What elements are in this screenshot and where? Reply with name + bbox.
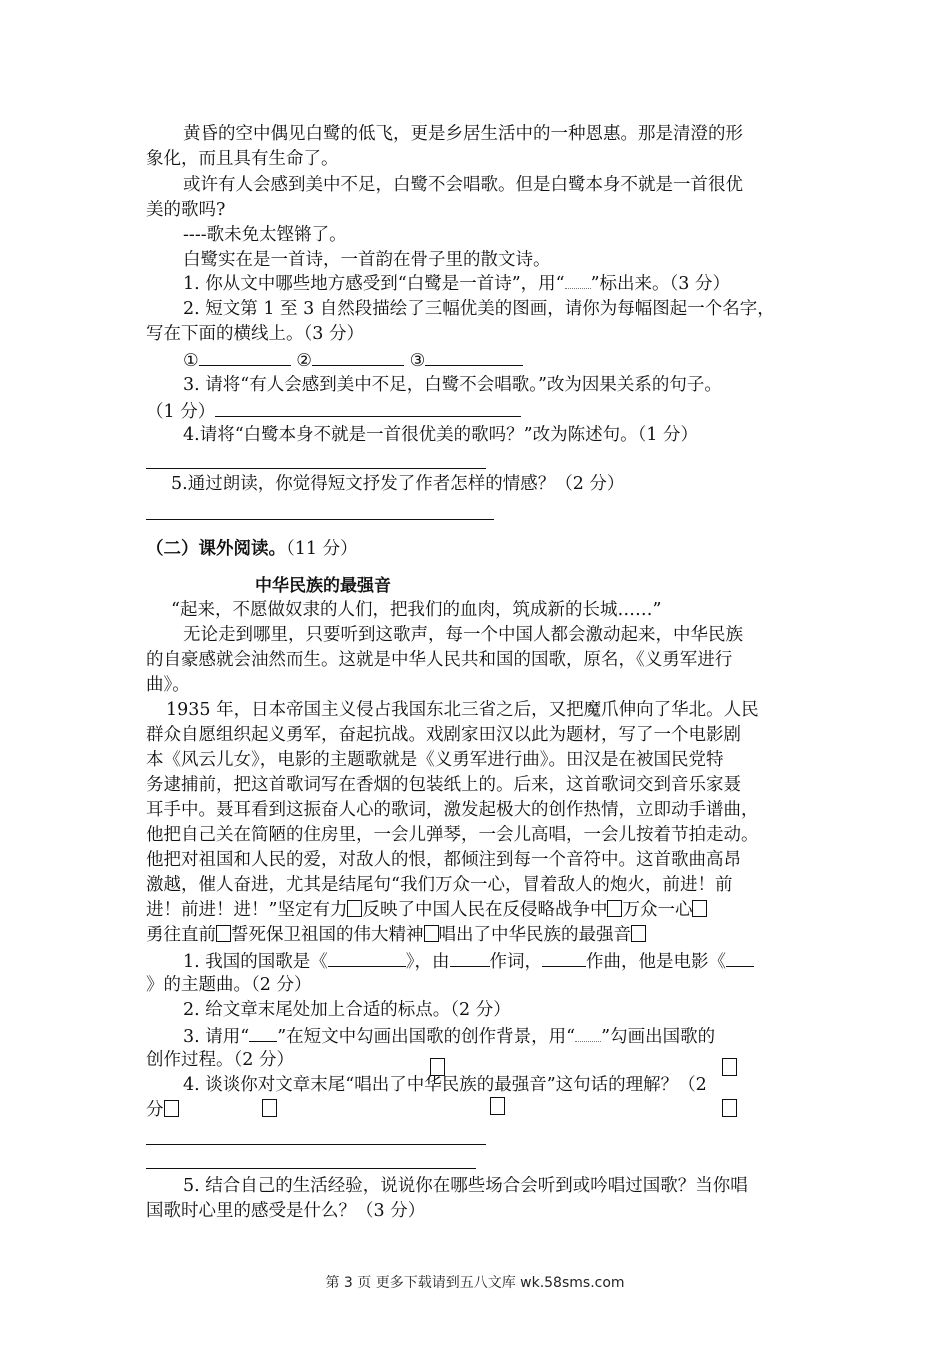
- passage2-p3-line3: 本《风云儿女》，电影的主题歌就是《义勇军进行曲》。田汉是在被国民党特: [146, 750, 724, 770]
- punctuation-box[interactable]: [424, 925, 439, 942]
- question1-1: [183, 272, 730, 296]
- answer-blank-3[interactable]: [425, 347, 523, 366]
- question2-4-line2: [146, 1098, 179, 1122]
- passage2-p3-line8: 激越，催人奋进，尤其是结尾句“我们万众一心，冒着敌人的炮火，前进！前: [146, 875, 733, 895]
- passage2-p3-line2: 群众自愿组织起义勇军，奋起抗战。戏剧家田汉以此为题材，写了一个电影剧: [146, 725, 741, 745]
- question2-1-text-d: 作曲，他是电影《: [586, 952, 727, 972]
- passage1-p3: ----歌未免太铿锵了。: [183, 225, 347, 245]
- punctuation-box[interactable]: [607, 900, 622, 917]
- question2-1-line2: 》的主题曲。（2 分）: [146, 975, 312, 995]
- stray-box: [722, 1058, 737, 1076]
- question2-3-text-c: ”勾画出国歌的: [601, 1027, 716, 1047]
- question1-3-line1: 3. 请将“有人会感到美中不足，白鹭不会唱歌。”改为因果关系的句子。: [183, 375, 722, 395]
- stray-box: [490, 1097, 505, 1115]
- question1-3-score: （1 分）: [146, 402, 216, 422]
- passage2-p3-line5: 耳手中。聂耳看到这振奋人心的歌词，激发起极大的创作热情，立即动手谱曲，: [146, 800, 759, 820]
- question1-4: 4.请将“白鹭本身不就是一首很优美的歌吗？”改为陈述句。（1 分）: [183, 425, 699, 445]
- stray-box: [722, 1099, 737, 1117]
- answer-line-q2-4-a[interactable]: [146, 1144, 486, 1145]
- stray-box: [164, 1100, 179, 1117]
- answer-line-q2-4-b[interactable]: [146, 1168, 476, 1169]
- answer-blank-2[interactable]: [312, 347, 404, 366]
- question2-1-text-a: 1. 我国的国歌是《: [183, 952, 328, 972]
- question2-5-line1: 5. 结合自己的生活经验，说说你在哪些场合会听到或吟唱过国歌？当你唱: [183, 1176, 748, 1196]
- answer-line-q1-4[interactable]: [146, 468, 486, 469]
- wavy-underline-mark: [565, 274, 591, 289]
- passage1-p2-line1: 或许有人会感到美中不足，白鹭不会唱歌。但是白鹭本身不就是一首很优: [183, 175, 743, 195]
- question2-3-line1: [183, 1023, 715, 1049]
- line9-text-c: 万众一心: [622, 900, 693, 920]
- stray-box: [262, 1099, 277, 1117]
- blank-label-3: ③: [409, 351, 426, 371]
- passage2-p3-line9: [146, 898, 707, 922]
- question2-5-line2: 国歌时心里的感受是什么？（3 分）: [146, 1201, 426, 1221]
- punctuation-box[interactable]: [692, 900, 707, 917]
- passage2-p2-line2: 的自豪感就会油然而生。这就是中华人民共和国的国歌，原名，《义勇军进行: [146, 650, 733, 670]
- blank-label-2: ②: [296, 351, 312, 371]
- question2-1-text-c: 作词，: [489, 952, 543, 972]
- blank-composer[interactable]: [542, 948, 586, 967]
- question2-1-line1: [183, 948, 754, 974]
- passage2-p3-line7: 他把对祖国和人民的爱，对敌人的恨，都倾注到每一个音符中。这首歌曲高昂: [146, 850, 741, 870]
- question2-3-text-b: ”在短文中勾画出国歌的创作背景，用“: [277, 1027, 576, 1047]
- blank-label-1: ①: [183, 351, 199, 371]
- passage2-p3-line4: 务逮捕前，把这首歌词写在香烟的包装纸上的。后来，这首歌词交到音乐家聂: [146, 775, 741, 795]
- question1-2-blanks: [183, 347, 523, 373]
- question2-3-text-a: 3. 请用“: [183, 1027, 250, 1047]
- question2-2: 2. 给文章末尾处加上合适的标点。（2 分）: [183, 1000, 511, 1020]
- question2-1-text-b: 》，由: [405, 952, 450, 972]
- punctuation-box[interactable]: [631, 925, 646, 942]
- passage2-p2-line3: 曲》。: [146, 675, 190, 695]
- passage2-p3-line1: 1935 年，日本帝国主义侵占我国东北三省之后，又把魔爪伸向了华北。人民: [166, 700, 759, 720]
- passage2-p3-line6: 他把自己关在简陋的住房里，一会儿弹琴，一会儿高唱，一会儿按着节拍走动。: [146, 825, 759, 845]
- question1-2-line2: 写在下面的横线上。（3 分）: [146, 324, 364, 344]
- answer-blank-q1-3[interactable]: [215, 398, 521, 417]
- question1-1-text-a: 1. 你从文中哪些地方感受到“白鹭是一首诗”，用“: [183, 274, 565, 294]
- question1-3-line2: [146, 398, 521, 424]
- passage1-p1-line2: 象化，而且具有生命了。: [146, 149, 339, 169]
- section2-heading-score: （11 分）: [286, 539, 358, 559]
- blank-film-name[interactable]: [726, 948, 754, 967]
- line10-text-b: 誓死保卫祖国的伟大精神: [231, 925, 424, 945]
- line10-text-a: 勇往直前: [146, 925, 216, 945]
- straight-underline-mark: [249, 1023, 277, 1042]
- line9-text-a: 进！前进！进！”坚定有力: [146, 900, 348, 920]
- answer-blank-1[interactable]: [199, 347, 291, 366]
- line9-text-b: 反映了中国人民在反侵略战争中: [362, 900, 608, 920]
- passage2-quote: “起来，不愿做奴隶的人们，把我们的血肉，筑成新的长城……”: [171, 600, 662, 620]
- blank-lyricist[interactable]: [450, 948, 490, 967]
- punctuation-box[interactable]: [216, 925, 231, 942]
- question2-4-line1: 4. 谈谈你对文章末尾“唱出了中华民族的最强音”这句话的理解？（2: [183, 1075, 707, 1095]
- answer-line-q1-5[interactable]: [146, 519, 494, 520]
- passage1-p1-line1: 黄昏的空中偶见白鹭的低飞，更是乡居生活中的一种恩惠。那是清澄的形: [183, 124, 743, 144]
- section2-heading: [146, 537, 358, 561]
- blank-anthem-name[interactable]: [328, 948, 406, 967]
- wavy-underline-mark: [575, 1027, 601, 1042]
- question2-3-line2: 创作过程。（2 分）: [146, 1050, 294, 1070]
- question1-1-text-b: ”标出来。（3 分）: [590, 274, 731, 294]
- passage2-p2-line1: 无论走到哪里，只要听到这歌声，每一个中国人都会激动起来，中华民族: [183, 625, 743, 645]
- section2-heading-text: （二）课外阅读。: [146, 539, 286, 559]
- question2-4-text-b: 分: [146, 1100, 164, 1120]
- question1-5: 5.通过朗读，你觉得短文抒发了作者怎样的情感？（2 分）: [171, 474, 625, 494]
- page-footer: 第 3 页 更多下载请到五八文库 wk.58sms.com: [325, 1275, 625, 1291]
- passage1-p2-line2: 美的歌吗?: [146, 200, 226, 220]
- passage2-p3-line10: [146, 923, 646, 947]
- question1-2-line1: 2. 短文第 1 至 3 自然段描绘了三幅优美的图画，请你为每幅图起一个名字，: [183, 299, 775, 319]
- article-title: 中华民族的最强音: [255, 576, 391, 596]
- punctuation-box[interactable]: [347, 900, 362, 917]
- line10-text-c: 唱出了中华民族的最强音: [438, 925, 631, 945]
- passage1-p4: 白鹭实在是一首诗，一首韵在骨子里的散文诗。: [183, 250, 551, 270]
